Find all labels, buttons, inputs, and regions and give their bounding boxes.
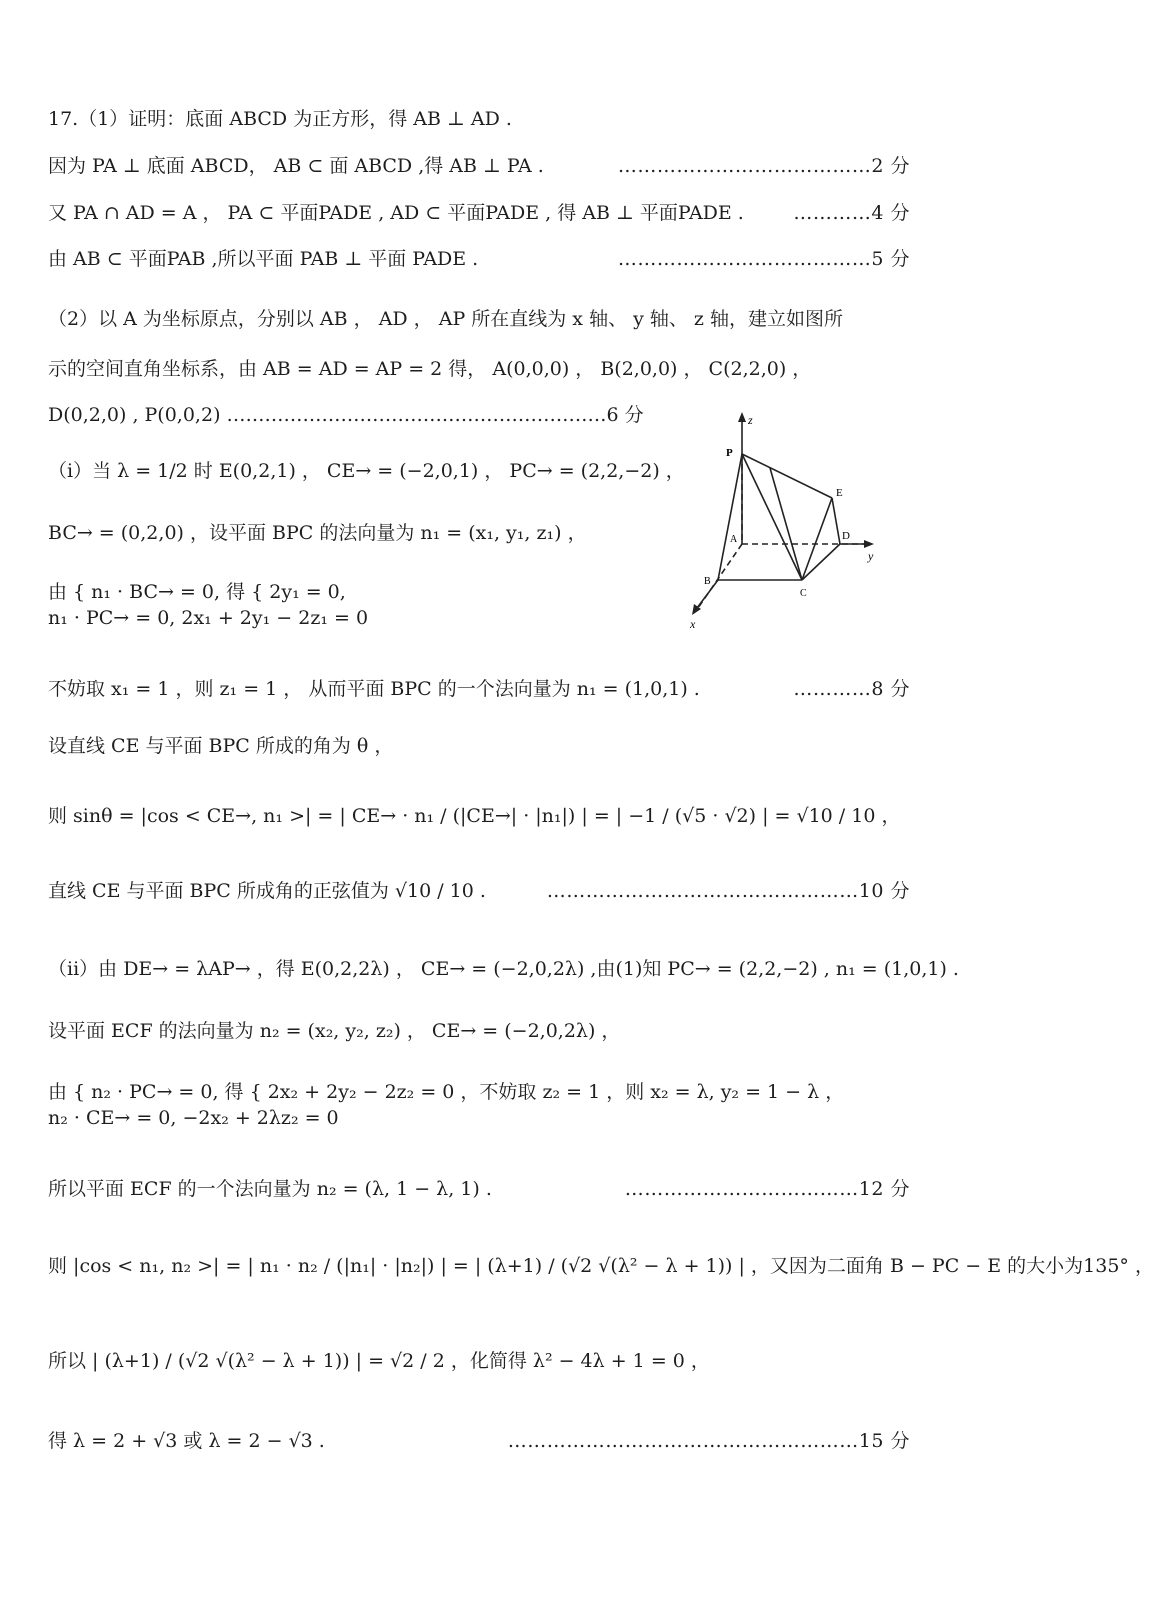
label-B: B: [704, 576, 711, 587]
line-4: [48, 248, 910, 271]
line-16-text: 设平面 ECF 的法向量为 n₂ = (x₂, y₂, z₂) ， CE→ = (−2,0,2λ) ，: [48, 1020, 621, 1042]
line-20-text: 所以 | (λ+1) / (√2 √(λ² − λ + 1)) | = √2 / 2 ，化简得 λ² − 4λ + 1 = 0 ，: [48, 1350, 710, 1372]
line-21: [48, 1430, 910, 1453]
line-1-text: 17.（1）证明：底面 ABCD 为正方形，得 AB ⊥ AD .: [48, 108, 512, 130]
label-A: A: [730, 534, 738, 545]
score-3: …………4 分: [793, 202, 910, 224]
score-12: ………………………………12 分: [624, 1178, 910, 1200]
line-19-text: 则 |cos < n₁, n₂ >| = | n₁ · n₂ / (|n₁| · |n₂|) | = | (λ+1) / (√2 √(λ² − λ + 1)) | ，又因为二面角 B − PC − E 的大小为135° ，: [48, 1255, 1154, 1277]
label-y: y: [868, 549, 874, 563]
system-1-row-2: n₁ · PC→ = 0, 2x₁ + 2y₁ − 2z₁ = 0: [48, 606, 369, 629]
system-2: [48, 1080, 844, 1131]
score-4: …………………………………5 分: [617, 248, 910, 270]
line-5: [48, 308, 910, 331]
line-13-text: 则 sinθ = |cos < CE→, n₁ >| = | CE→ · n₁ / (|CE→| · |n₁|) | = | −1 / (√5 · √2) | = √10 / 10 ，: [48, 805, 901, 827]
z-arrow-icon: [738, 412, 746, 422]
line-5-text: （2）以 A 为坐标原点，分别以 AB ， AD ， AP 所在直线为 x 轴、 y 轴、 z 轴，建立如图所: [48, 308, 843, 330]
line-4-text: 由 AB ⊂ 平面PAB ,所以平面 PAB ⊥ 平面 PADE .: [48, 248, 479, 270]
label-z: z: [748, 413, 753, 427]
label-P: P: [726, 447, 733, 459]
line-12-text: 设直线 CE 与平面 BPC 所成的角为 θ ，: [48, 735, 394, 757]
y-arrow-icon: [864, 540, 874, 548]
line-3-text: 又 PA ∩ AD = A ， PA ⊂ 平面PADE , AD ⊂ 平面PADE , 得 AB ⊥ 平面PADE .: [48, 202, 744, 224]
line-2-text: 因为 PA ⊥ 底面 ABCD， AB ⊂ 面 ABCD ,得 AB ⊥ PA .: [48, 155, 544, 177]
system-1-row-1: 由 { n₁ · BC→ = 0, 得 { 2y₁ = 0,: [48, 581, 346, 603]
line-9-text: BC→ = (0,2,0) ，设平面 BPC 的法向量为 n₁ = (x₁, y₁, z₁) ，: [48, 522, 587, 544]
line-18: [48, 1178, 910, 1201]
line-6-text: 示的空间直角坐标系，由 AB = AD = AP = 2 得， A(0,0,0) ， B(2,0,0) ， C(2,2,0) ，: [48, 358, 812, 380]
line-16: [48, 1020, 910, 1043]
label-D: D: [842, 530, 850, 542]
line-14-text: 直线 CE 与平面 BPC 所成角的正弦值为 √10 / 10 .: [48, 880, 486, 902]
line-18-text: 所以平面 ECF 的一个法向量为 n₂ = (λ, 1 − λ, 1) .: [48, 1178, 492, 1200]
label-C: C: [800, 588, 807, 599]
line-3: [48, 202, 910, 225]
line-20: [48, 1350, 910, 1373]
line-12: [48, 735, 910, 758]
score-15: ………………………………………………15 分: [507, 1430, 910, 1452]
line-15: [48, 958, 959, 981]
score-10: …………………………………………10 分: [546, 880, 910, 902]
label-x: x: [690, 617, 696, 631]
line-8-text: （i）当 λ = 1/2 时 E(0,2,1) ， CE→ = (−2,0,1) ， PC→ = (2,2,−2) ，: [48, 460, 685, 482]
line-21-text: 得 λ = 2 + √3 或 λ = 2 − √3 .: [48, 1430, 325, 1452]
line-11: [48, 678, 910, 701]
system-1: [48, 580, 368, 631]
figure-svg: [690, 412, 910, 630]
label-E: E: [836, 487, 843, 499]
line-11-text: 不妨取 x₁ = 1 ，则 z₁ = 1 ， 从而平面 BPC 的一个法向量为 n₁ = (1,0,1) .: [48, 678, 700, 700]
score-2: …………………………………2 分: [617, 155, 910, 177]
coordinate-figure: [690, 412, 910, 630]
line-7-text: D(0,2,0) , P(0,0,2) ……………………………………………………6 分: [48, 404, 644, 426]
line-15-text: （ii）由 DE→ = λAP→ ，得 E(0,2,2λ) ， CE→ = (−2,0,2λ) ,由(1)知 PC→ = (2,2,−2) , n₁ = (1,0,1) .: [48, 958, 959, 980]
edge-ED: [832, 498, 840, 544]
line-19: [48, 1255, 1154, 1278]
system-2-row-2: n₂ · CE→ = 0, −2x₂ + 2λz₂ = 0: [48, 1106, 339, 1129]
score-8: …………8 分: [793, 678, 910, 700]
system-2-row-1: 由 { n₂ · PC→ = 0, 得 { 2x₂ + 2y₂ − 2z₂ = 0 ，不妨取 z₂ = 1 ，则 x₂ = λ, y₂ = 1 − λ ，: [48, 1081, 845, 1103]
line-13: [48, 805, 910, 828]
edge-PE: [742, 454, 832, 498]
line-6: [48, 358, 910, 381]
line-14: [48, 880, 910, 903]
edge-CD: [802, 544, 840, 580]
edge-EC: [802, 498, 832, 580]
line-1: [48, 108, 910, 131]
line-2: [48, 155, 910, 178]
